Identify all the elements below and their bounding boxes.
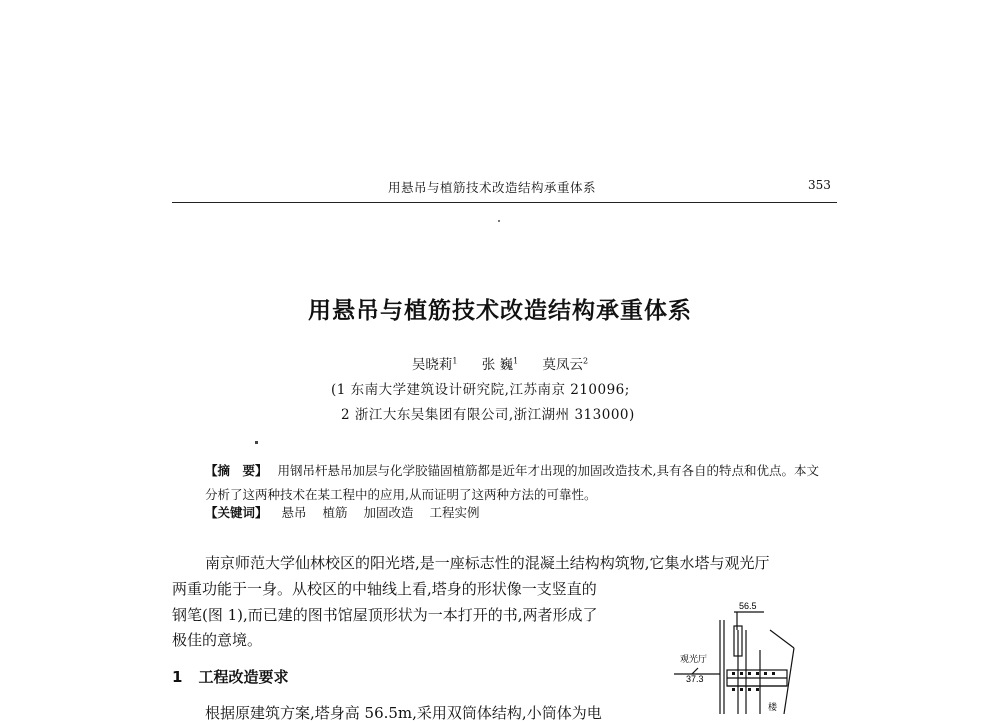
scan-speck xyxy=(255,441,258,444)
keyword: 加固改造 xyxy=(363,505,414,520)
keyword: 悬吊 xyxy=(281,505,307,520)
section-number: 1 xyxy=(172,668,183,686)
affiliation-line-2: 2 浙江大东吴集团有限公司,浙江湖州 313000) xyxy=(341,407,635,423)
figure-label-hall: 观光厅 xyxy=(680,655,708,665)
affiliation-line-1: (1 东南大学建筑设计研究院,江苏南京 210096; xyxy=(331,382,630,398)
section-heading xyxy=(172,666,288,687)
author-name: 张 巍$^1$ xyxy=(481,356,519,373)
body-line: 极佳的意境。 xyxy=(172,631,263,649)
keyword: 植筋 xyxy=(322,505,348,520)
header-rule xyxy=(172,202,837,203)
author-name: 莫凤云$^2$ xyxy=(542,356,589,373)
running-title: 用悬吊与植筋技术改造结构承重体系 xyxy=(388,180,597,195)
body-line: 钢笔(图 1),而已建的图书馆屋顶形状为一本打开的书,两者形成了 xyxy=(172,606,598,624)
figure-label-top: 56.5 xyxy=(739,601,757,611)
abstract xyxy=(205,459,825,507)
keyword: 工程实例 xyxy=(429,505,480,520)
tower-figure xyxy=(672,590,832,714)
abstract-label: 【摘 要】 xyxy=(205,463,268,478)
author-list xyxy=(0,353,1000,373)
body-line: 根据原建筑方案,塔身高 56.5m,采用双筒体结构,小筒体为电 xyxy=(205,704,602,722)
page-number: 353 xyxy=(808,178,831,192)
body-line: 南京师范大学仙林校区的阳光塔,是一座标志性的混凝土结构构筑物,它集水塔与观光厅 xyxy=(205,554,770,572)
article-title: 用悬吊与植筋技术改造结构承重体系 xyxy=(308,298,692,324)
scan-speck xyxy=(498,220,500,222)
section-title: 工程改造要求 xyxy=(198,668,289,686)
figure-label-side: 楼 xyxy=(768,703,778,713)
body-line: 两重功能于一身。从校区的中轴线上看,塔身的形状像一支竖直的 xyxy=(172,580,597,598)
abstract-text: 用钢吊杆悬吊加层与化学胶锚固植筋都是近年才出现的加固改造技术,具有各自的特点和优点。本文分析了这两种技术在某工程中的应用,从而证明了这两种方法的可靠性。 xyxy=(205,463,819,502)
figure-label-level: 37.3 xyxy=(686,674,704,684)
keywords xyxy=(205,503,492,521)
keywords-label: 【关键词】 xyxy=(205,505,268,520)
author-name: 吴晓莉$^1$ xyxy=(411,356,458,373)
